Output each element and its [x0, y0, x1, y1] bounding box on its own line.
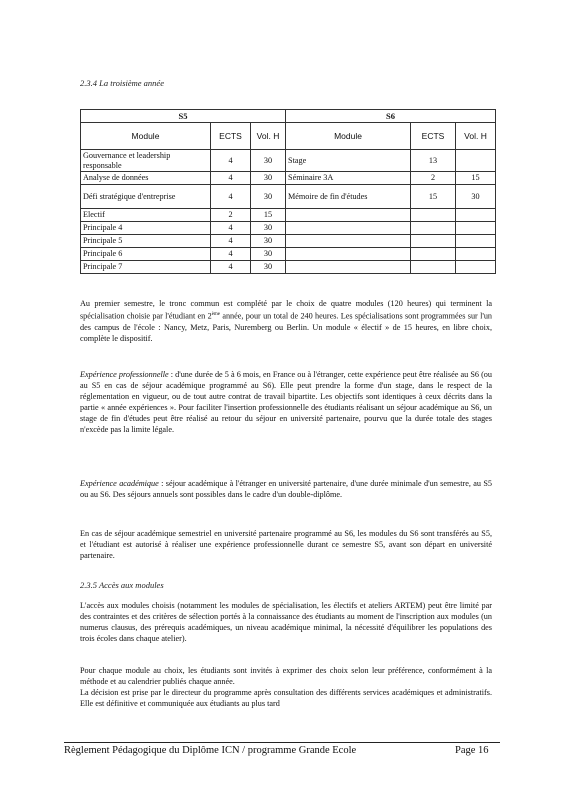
header-ects-s6: ECTS	[411, 123, 456, 150]
cell-module-s5: Electif	[81, 209, 211, 222]
paragraph-academic-experience	[80, 478, 492, 500]
header-module-s5: Module	[81, 123, 211, 150]
cell-volh-s6	[456, 222, 496, 235]
cell-module-s5: Principale 6	[81, 248, 211, 261]
cell-ects-s6	[411, 209, 456, 222]
cell-ects-s5: 4	[211, 185, 251, 209]
cell-module-s5: Principale 7	[81, 261, 211, 274]
cell-volh-s5: 30	[251, 185, 286, 209]
section-heading-2-3-4: 2.3.4 La troisième année	[80, 78, 164, 88]
cell-ects-s6: 2	[411, 172, 456, 185]
cell-ects-s6	[411, 222, 456, 235]
table-row	[81, 150, 496, 172]
footer-document-title: Règlement Pédagogique du Diplôme ICN / programme Grande Ecole	[64, 745, 357, 756]
cell-ects-s6	[411, 248, 456, 261]
paragraph-lead: Expérience professionnelle	[80, 370, 169, 379]
cell-module-s5: Principale 4	[81, 222, 211, 235]
cell-volh-s6	[456, 235, 496, 248]
header-module-s6: Module	[286, 123, 411, 150]
table-header-row	[81, 123, 496, 150]
cell-volh-s6	[456, 248, 496, 261]
cell-module-s5: Analyse de données	[81, 172, 211, 185]
cell-volh-s6	[456, 261, 496, 274]
cell-volh-s5: 30	[251, 261, 286, 274]
header-ects-s5: ECTS	[211, 123, 251, 150]
cell-volh-s6	[456, 209, 496, 222]
semester-s5-label: S5	[81, 110, 286, 123]
paragraph-lead: Expérience académique	[80, 479, 159, 488]
paragraph-text: : séjour académique à l'étranger en université partenaire, d'une durée minimale d'un semestre, au S5 ou au S6. Des séjours annuels sont possibles dans le cadre d'un double-diplôme.	[80, 479, 492, 499]
cell-volh-s6: 30	[456, 185, 496, 209]
cell-volh-s6	[456, 150, 496, 172]
paragraph-module-access: L'accès aux modules choisis (notamment les modules de spécialisation, les électifs et ateliers ARTEM) peut être limité par des contraintes et des critères de sélection portés à la connaissance des étudiants au moment de l'inscription aux modules (un numerus clausus, des prérequis académiques, un niveau académique minimal, la nécessité d'équilibrer les populations des trois écoles dans chaque atelier).	[80, 601, 492, 643]
table-row	[81, 222, 496, 235]
cell-ects-s5: 2	[211, 209, 251, 222]
cell-module-s5: Principale 5	[81, 235, 211, 248]
paragraph-semester-exchange: En cas de séjour académique semestriel en université partenaire programmé au S6, les modules du S6 sont transférés au S5, et l'étudiant est autorisé à réaliser une expérience professionnelle durant ce semestre S5, avant son départ en université partenaire.	[80, 529, 492, 560]
cell-volh-s6: 15	[456, 172, 496, 185]
section-heading-2-3-5: 2.3.5 Accès aux modules	[80, 580, 164, 590]
cell-volh-s5: 30	[251, 172, 286, 185]
header-volh-s5: Vol. H	[251, 123, 286, 150]
cell-module-s6	[286, 248, 411, 261]
cell-module-s5: Gouvernance et leadership responsable	[81, 150, 211, 172]
cell-module-s6	[286, 209, 411, 222]
cell-ects-s5: 4	[211, 172, 251, 185]
cell-ects-s5: 4	[211, 248, 251, 261]
cell-ects-s5: 4	[211, 235, 251, 248]
cell-ects-s5: 4	[211, 261, 251, 274]
paragraph-decision: La décision est prise par le directeur du programme après consultation des différents services académiques et administratifs. Elle est définitive et communiquée aux étudiants au plus tard	[80, 688, 492, 708]
cell-ects-s5: 4	[211, 150, 251, 172]
cell-volh-s5: 15	[251, 209, 286, 222]
cell-module-s6: Stage	[286, 150, 411, 172]
cell-ects-s6	[411, 261, 456, 274]
table-row	[81, 172, 496, 185]
cell-volh-s5: 30	[251, 248, 286, 261]
semester-s6-label: S6	[286, 110, 496, 123]
table-row	[81, 261, 496, 274]
table-row	[81, 248, 496, 261]
header-volh-s6: Vol. H	[456, 123, 496, 150]
cell-volh-s5: 30	[251, 222, 286, 235]
cell-ects-s5: 4	[211, 222, 251, 235]
cell-volh-s5: 30	[251, 235, 286, 248]
modules-table	[80, 109, 496, 274]
paragraph-text: : d'une durée de 5 à 6 mois, en France ou à l'étranger, cette expérience peut être réalisée au S6 (ou au S5 en cas de séjour académique programmé au S6). Elle peut prendre la forme d'un stage, dans le respect de la réglementation en vigueur, ou de tout autre contrat de travail bipartite. Les objectifs sont identiques à ceux décrits dans la partie « année expériences ». Pour faciliter l'insertion professionnelle des étudiants réalisant un séjour académique au S6, un stage de fin d'études peut être réalisé au retour du séjour en université partenaire, pourvu que la durée totale des stages n'excède pas la limite légale.	[80, 370, 492, 434]
cell-module-s6	[286, 261, 411, 274]
paragraph-module-choice: Pour chaque module au choix, les étudiants sont invités à exprimer des choix selon leur préférence, conformément à la méthode et au calendrier publiés chaque année.	[80, 666, 492, 686]
semester-row	[81, 110, 496, 123]
cell-module-s6: Mémoire de fin d'études	[286, 185, 411, 209]
table-row	[81, 209, 496, 222]
cell-module-s6	[286, 222, 411, 235]
cell-module-s6	[286, 235, 411, 248]
cell-volh-s5: 30	[251, 150, 286, 172]
paragraph-text: année, pour un total de 240 heures. Les spécialisations sont programmées sur l'un des campus de l'école : Nancy, Metz, Paris, Nuremberg ou Berlin. Un module « électif » de 15 heures, en libre choix, complète le dispositif.	[80, 311, 493, 343]
paragraph-professional-experience	[80, 369, 492, 435]
cell-module-s5: Défi stratégique d'entreprise	[81, 185, 211, 209]
cell-ects-s6: 15	[411, 185, 456, 209]
paragraph-first-semester	[80, 298, 492, 344]
cell-ects-s6	[411, 235, 456, 248]
cell-ects-s6: 13	[411, 150, 456, 172]
table-row	[81, 235, 496, 248]
table-row	[81, 185, 496, 209]
paragraph-text: Au premier semestre, le tronc commun est complété par le choix de quatre modules (120 heures) qui terminent la spécialisation choisie par l'étudiant en 2	[80, 299, 492, 321]
footer-page-number: Page 16	[455, 745, 489, 756]
footer-divider	[64, 742, 500, 743]
superscript-text: ème	[211, 312, 221, 317]
cell-module-s6: Séminaire 3A	[286, 172, 411, 185]
